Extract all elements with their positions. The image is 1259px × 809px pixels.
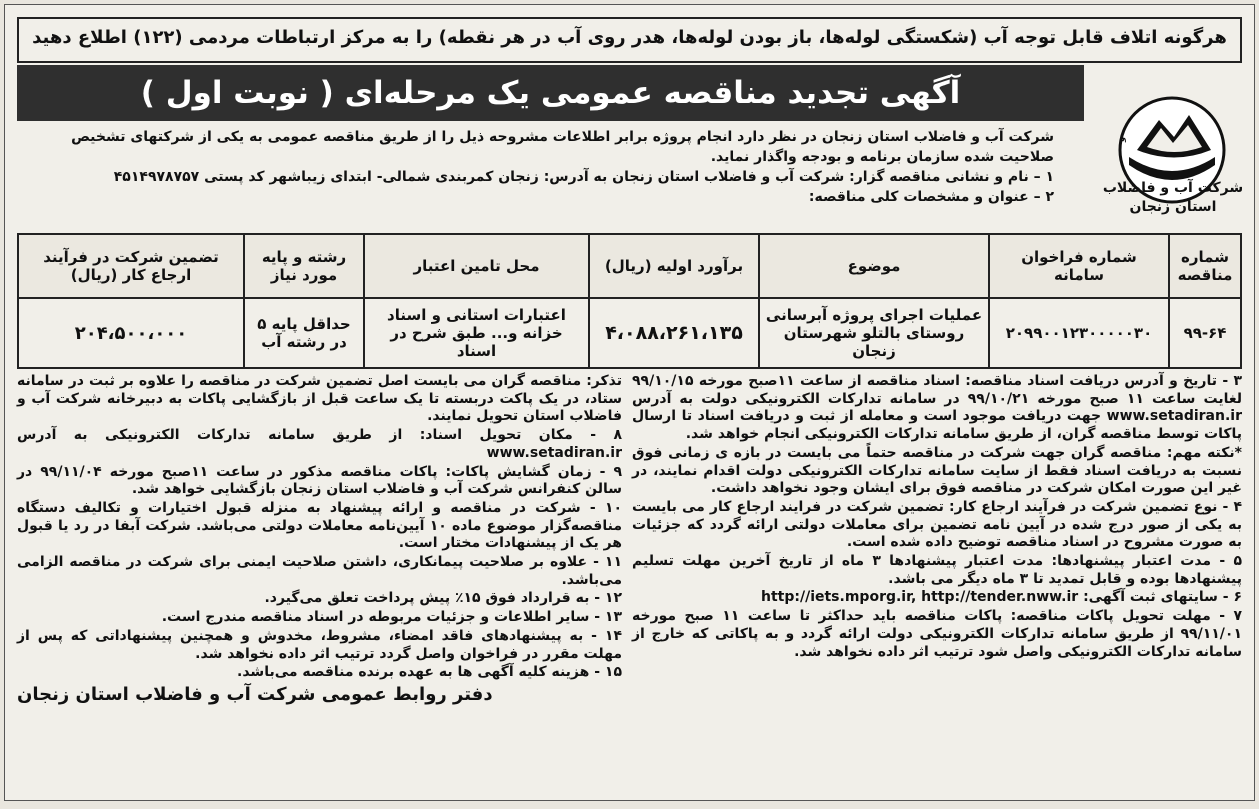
col-subject: موضوع — [759, 234, 989, 298]
important-note: *نکته مهم: مناقصه گران جهت شرکت در مناقصه حتماً می بایست در بازه ی زمانی فوق نسبت به دریافت اسناد فقط از سایت سامانه تدارکات الکترونیکی دولت اقدام نمایند، در غیر این صورت امکان شرکت در مناقصه فوق برای ایشان وجود نخواهد داشت. — [632, 444, 1242, 497]
condition-4: ۴ - نوع تضمین شرکت در فرآیند ارجاع کار: تضمین شرکت در فرایند ارجاع کار می بایست به یکی از صور درج شده در آیین نامه تضمین برای معاملات دولتی ارائه گردد که جزئیات به صورت مشروح در اسناد مناقصه توضیح داده شده است. — [632, 498, 1242, 551]
col-grade: رشته و پایه مورد نیاز — [244, 234, 364, 298]
conditions-right-column — [632, 373, 1242, 790]
cell-grade: حداقل پایه ۵ در رشته آب — [244, 298, 364, 368]
intro-section — [17, 127, 1054, 207]
cell-guarantee: ۲۰۴،۵۰۰،۰۰۰ — [18, 298, 244, 368]
tender-title-label: ۲ – عنوان و مشخصات کلی مناقصه: — [808, 189, 1054, 205]
condition-8: ۸ - مکان تحویل اسناد: از طریق سامانه تدارکات الکترونیکی به آدرس www.setadiran.ir — [17, 427, 622, 461]
condition-7: ۷ - مهلت تحویل پاکات مناقصه: پاکات مناقصه باید حداکثر تا ساعت ۱۱ صبح مورخه ۹۹/۱۱/۰۱ از طریق سامانه تدارکات الکترونیکی دولت ارائه گردد و به پاکاتی که خارج از سامانه تدارکات الکترونیکی واصل شود ترتیب اثر داده نخواهد شد. — [632, 608, 1243, 660]
condition-12: ۱۲ - به قرارداد فوق ۱۵٪ پیش پرداخت تعلق می‌گیرد. — [264, 590, 622, 607]
condition-3: ۳ - تاریخ و آدرس دریافت اسناد مناقصه: اسناد مناقصه از ساعت ۱۱صبح مورخه ۹۹/۱۰/۱۵ لغایت ساعت ۱۱ صبح مورخه ۹۹/۱۰/۲۱ در سامانه تدارکات الکترونیکی دولت به آدرس www.setadiran.ir جهت دریافت موجود است و معامله از ثبت و دریافت اسناد تا ارسال پاکات توسط مناقصه گران، از طریق سامانه تدارکات الکترونیکی انجام خواهد شد. — [632, 373, 1243, 443]
conditions-left-column — [17, 373, 622, 790]
cell-funding: اعتبارات استانی و اسناد خزانه و... طبق شرح در اسناد — [364, 298, 589, 368]
table-header-row — [18, 234, 1241, 298]
newspaper-notice — [4, 4, 1255, 801]
logo-arc-text: و — [1116, 136, 1127, 143]
tender-issuer: ۱ – نام و نشانی مناقصه گزار: شرکت آب و فاضلاب استان زنجان به آدرس: زنجان کمربندی شمالی- ابتدای زیباشهر کد پستی ۴۵۱۴۹۷۸۷۵۷ — [113, 169, 1054, 185]
condition-10: ۱۰ - شرکت در مناقصه و ارائه پیشنهاد به منزله قبول اختیارات و تکالیف دستگاه مناقصه‌گزار موضوع ماده ۱۰ آیین‌نامه معاملات دولتی می‌باشد. شرکت آبفا در رد یا قبول هر یک از پیشنهادات مختار است. — [17, 499, 622, 552]
condition-5: ۵ - مدت اعتبار پیشنهادها: مدت اعتبار پیشنهادها ۳ ماه از تاریخ آخرین مهلت تسلیم پیشنهادها بوده و قابل تمدید تا ۳ ماه دیگر می باشد. — [632, 553, 1242, 587]
col-system-number: شماره فراخوان سامانه — [989, 234, 1169, 298]
col-guarantee: تضمین شرکت در فرآیند ارجاع کار (ریال) — [18, 234, 244, 298]
condition-11: ۱۱ - علاوه بر صلاحیت پیمانکاری، داشتن صلاحیت ایمنی برای شرکت در مناقصه الزامی می‌باشد. — [17, 554, 622, 588]
intro-paragraph: شرکت آب و فاضلاب استان زنجان در نظر دارد انجام پروژه برابر اطلاعات مشروحه ذیل را از طریق مناقصه عمومی به یکی از شرکتهای تشخیص صلاحیت شده سازمان برنامه و بودجه واگذار نماید. — [71, 129, 1054, 165]
company-name-line2: استان زنجان — [1129, 199, 1217, 215]
conditions-section — [17, 373, 1242, 790]
col-estimate: برآورد اولیه (ریال) — [589, 234, 759, 298]
cell-tender-number: ۹۹-۶۴ — [1169, 298, 1241, 368]
condition-9: ۹ - زمان گشایش پاکات: پاکات مناقصه مذکور در ساعت ۱۱صبح مورخه ۹۹/۱۱/۰۴ در سالن کنفرانس شرکت آب و فاضلاب استان زنجان بازگشایی خواهد شد. — [17, 463, 622, 498]
svg-text:وهیمنجر زندهای از آب قراردادیم — [1089, 65, 1126, 143]
table-row — [18, 298, 1241, 368]
col-funding: محل تامین اعتبار — [364, 234, 589, 298]
cell-estimate: ۴،۰۸۸،۲۶۱،۱۳۵ — [589, 298, 759, 368]
tender-table — [17, 233, 1242, 369]
public-relations-signature: دفتر روابط عمومی شرکت آب و فاضلاب استان زنجان — [17, 683, 493, 705]
col-tender-number: شماره مناقصه — [1169, 234, 1241, 298]
condition-13: ۱۳ - سایر اطلاعات و جزئیات مربوطه در اسناد مناقصه مندرج است. — [161, 609, 622, 626]
company-name-line1: شرکت آب و فاضلاب — [1102, 180, 1244, 196]
cell-system-number: ۲۰۹۹۰۰۱۲۳۰۰۰۰۰۳۰ — [989, 298, 1169, 368]
condition-14: ۱۴ - به پیشنهادهای فاقد امضاء، مشروط، مخدوش و همچنین پیشنهاداتی که پس از مهلت مقرر در فراخوان واصل گردد ترتیب اثر داده نخواهد شد. — [17, 627, 622, 662]
cell-subject: عملیات اجرای پروژه آبرسانی روستای بالتلو شهرستان زنجان — [759, 298, 989, 368]
notice-title: آگهی تجدید مناقصه عمومی یک مرحله‌ای ( نوبت اول ) — [17, 65, 1084, 121]
water-waste-notice: هرگونه اتلاف قابل توجه آب (شکستگی لوله‌ها، باز بودن لوله‌ها، هدر روی آب در هر نقطه) را به مرکز ارتباطات مردمی (۱۲۲) اطلاع دهید — [17, 17, 1242, 63]
condition-15: ۱۵ - هزینه کلیه آگهی ها به عهده برنده مناقصه می‌باشد. — [237, 664, 622, 681]
company-name — [1098, 179, 1248, 217]
condition-6: ۶ - سایتهای ثبت آگهی: http://iets.mporg.ir, http://tender.nww.ir — [761, 589, 1242, 606]
reminder-note: تذکر: مناقصه گران می بایست اصل تضمین شرکت در مناقصه را علاوه بر ثبت در سامانه ستاد، در یک پاکت دربسته تا یک ساعت قبل از بازگشایی پاکات به دبیرخانه شرکت آب و فاضلاب استان تحویل نمایند. — [17, 373, 622, 425]
